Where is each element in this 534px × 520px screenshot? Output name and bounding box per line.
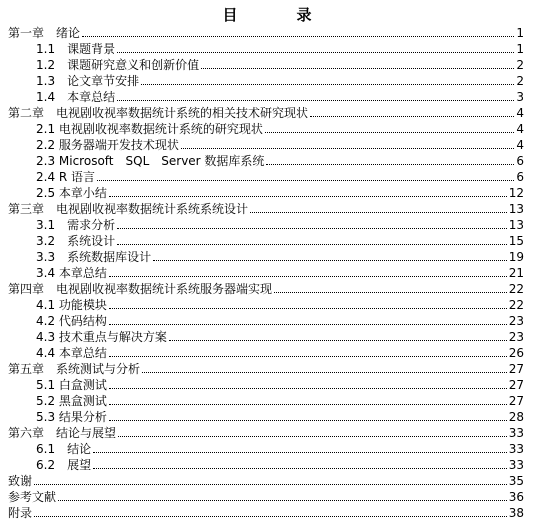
toc-entry-label: 5.2 黑盒测试: [36, 394, 107, 408]
dot-leader: [118, 436, 507, 437]
toc-entry-label: 1.3 论文章节安排: [36, 74, 140, 88]
dot-leader: [117, 244, 507, 245]
dot-leader: [201, 68, 514, 69]
dot-leader: [97, 180, 514, 181]
toc-page-number: 21: [508, 266, 524, 280]
toc-entry-label: 第二章 电视剧收视率数据统计系统的相关技术研究现状: [8, 106, 309, 120]
toc-page-number: 13: [508, 218, 524, 232]
toc-page-number: 19: [508, 250, 524, 264]
dot-leader: [310, 116, 514, 117]
dot-leader: [109, 196, 507, 197]
toc-page-number: 2: [516, 74, 524, 88]
toc-page-number: 26: [508, 346, 524, 360]
toc-entry-label: 2.4 R 语言: [36, 170, 96, 184]
dot-leader: [34, 484, 507, 485]
toc-page-number: 6: [516, 170, 524, 184]
toc-section-entry[interactable]: [36, 392, 524, 408]
toc-chapter-entry[interactable]: [8, 280, 524, 296]
toc-page-number: 2: [516, 58, 524, 72]
toc-section-entry[interactable]: [36, 232, 524, 248]
dot-leader: [93, 468, 507, 469]
toc-page-number: 27: [508, 394, 524, 408]
toc-chapter-entry[interactable]: [8, 488, 524, 504]
toc-entry-label: 附录: [8, 506, 33, 520]
toc-entry-label: 1.2 课题研究意义和创新价值: [36, 58, 200, 72]
toc-section-entry[interactable]: [36, 264, 524, 280]
dot-leader: [117, 228, 507, 229]
toc-entry-label: 第六章 结论与展望: [8, 426, 117, 440]
dot-leader: [109, 324, 507, 325]
toc-entry-label: 4.2 代码结构: [36, 314, 107, 328]
toc-page-number: 13: [508, 202, 524, 216]
toc-page-number: 22: [508, 298, 524, 312]
toc-section-entry[interactable]: [36, 312, 524, 328]
dot-leader: [117, 100, 514, 101]
toc-section-entry[interactable]: [36, 248, 524, 264]
toc-page-number: 6: [516, 154, 524, 168]
toc-page-number: 36: [508, 490, 524, 504]
dot-leader: [34, 516, 507, 517]
toc-chapter-entry[interactable]: [8, 504, 524, 520]
dot-leader: [93, 452, 507, 453]
toc-entry-label: 1.1 课题背景: [36, 42, 116, 56]
toc-chapter-entry[interactable]: [8, 360, 524, 376]
dot-leader: [250, 212, 507, 213]
toc-page-number: 27: [508, 362, 524, 376]
toc-page-number: 4: [516, 106, 524, 120]
toc-entry-label: 第一章 绪论: [8, 26, 81, 40]
toc-entry-label: 2.3 Microsoft SQL Server 数据库系统: [36, 154, 265, 168]
toc-section-entry[interactable]: [36, 40, 524, 56]
toc-section-entry[interactable]: [36, 168, 524, 184]
toc-entry-label: 第四章 电视剧收视率数据统计系统服务器端实现: [8, 282, 273, 296]
dot-leader: [109, 308, 507, 309]
toc-chapter-entry[interactable]: [8, 104, 524, 120]
toc-page-number: 1: [516, 26, 524, 40]
toc-section-entry[interactable]: [36, 88, 524, 104]
dot-leader: [109, 404, 507, 405]
toc-entry-label: 3.3 系统数据库设计: [36, 250, 152, 264]
dot-leader: [153, 260, 507, 261]
toc-section-entry[interactable]: [36, 152, 524, 168]
toc-entry-label: 第五章 系统测试与分析: [8, 362, 141, 376]
toc-title: 目 录: [222, 6, 334, 24]
dot-leader: [82, 36, 514, 37]
dot-leader: [109, 420, 507, 421]
dot-leader: [141, 84, 514, 85]
toc-entry-label: 致谢: [8, 474, 33, 488]
toc-entry-label: 2.2 服务器端开发技术现状: [36, 138, 179, 152]
toc-page-number: 1: [516, 42, 524, 56]
toc-section-entry[interactable]: [36, 136, 524, 152]
toc-section-entry[interactable]: [36, 296, 524, 312]
dot-leader: [109, 356, 507, 357]
toc-chapter-entry[interactable]: [8, 472, 524, 488]
toc-entry-label: 1.4 本章总结: [36, 90, 116, 104]
toc-section-entry[interactable]: [36, 184, 524, 200]
toc-entry-label: 参考文献: [8, 490, 57, 504]
dot-leader: [169, 340, 507, 341]
dot-leader: [117, 52, 514, 53]
toc-section-entry[interactable]: [36, 56, 524, 72]
toc-page-number: 3: [516, 90, 524, 104]
toc-section-entry[interactable]: [36, 328, 524, 344]
toc-page-number: 15: [508, 234, 524, 248]
toc-page-number: 27: [508, 378, 524, 392]
toc-entry-label: 3.1 需求分析: [36, 218, 116, 232]
toc-entry-label: 3.2 系统设计: [36, 234, 116, 248]
toc-page-number: 4: [516, 138, 524, 152]
toc-page-number: 23: [508, 314, 524, 328]
toc-entry-label: 5.1 白盒测试: [36, 378, 107, 392]
dot-leader: [266, 164, 514, 165]
dot-leader: [181, 148, 514, 149]
toc-entry-label: 5.3 结果分析: [36, 410, 107, 424]
toc-entry-label: 2.1 电视剧收视率数据统计系统的研究现状: [36, 122, 263, 136]
toc-entry-label: 4.4 本章总结: [36, 346, 107, 360]
toc-chapter-entry[interactable]: [8, 24, 524, 40]
toc-chapter-entry[interactable]: [8, 200, 524, 216]
toc-page-number: 4: [516, 122, 524, 136]
toc-entry-label: 3.4 本章总结: [36, 266, 107, 280]
toc-section-entry[interactable]: [36, 456, 524, 472]
toc-section-entry[interactable]: [36, 440, 524, 456]
toc-page-number: 38: [508, 506, 524, 520]
dot-leader: [109, 276, 507, 277]
toc-section-entry[interactable]: [36, 216, 524, 232]
toc-page-number: 12: [508, 186, 524, 200]
toc-entry-label: 第三章 电视剧收视率数据统计系统系统设计: [8, 202, 249, 216]
toc-entry-label: 4.3 技术重点与解决方案: [36, 330, 167, 344]
dot-leader: [58, 500, 507, 501]
toc-section-entry[interactable]: [36, 408, 524, 424]
toc-page-number: 33: [508, 426, 524, 440]
dot-leader: [142, 372, 507, 373]
toc-entry-label: 2.5 本章小结: [36, 186, 107, 200]
toc-chapter-entry[interactable]: [8, 424, 524, 440]
dot-leader: [265, 132, 514, 133]
toc-page-number: 33: [508, 458, 524, 472]
toc-page-number: 33: [508, 442, 524, 456]
toc-section-entry[interactable]: [36, 72, 524, 88]
toc-page-number: 28: [508, 410, 524, 424]
toc-section-entry[interactable]: [36, 120, 524, 136]
toc-section-entry[interactable]: [36, 376, 524, 392]
toc-entry-label: 6.1 结论: [36, 442, 92, 456]
toc-section-entry[interactable]: [36, 344, 524, 360]
dot-leader: [109, 388, 507, 389]
toc-entry-label: 6.2 展望: [36, 458, 92, 472]
toc-page-number: 23: [508, 330, 524, 344]
toc-page-number: 22: [508, 282, 524, 296]
toc-entry-label: 4.1 功能模块: [36, 298, 107, 312]
toc-page-number: 35: [508, 474, 524, 488]
dot-leader: [274, 292, 507, 293]
